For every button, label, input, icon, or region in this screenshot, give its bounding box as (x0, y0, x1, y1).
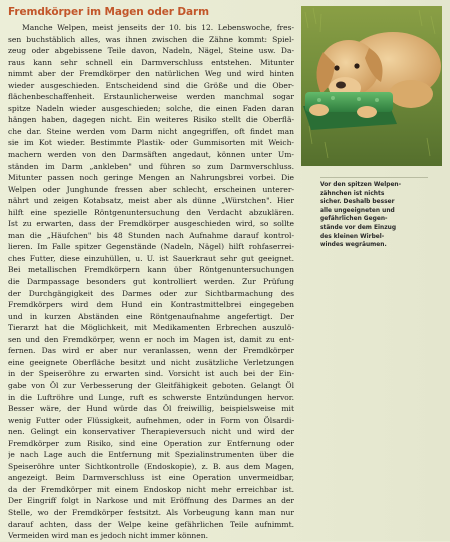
article-line: sen und den Fremdkörper, wenn er noch im Magen ist, damit zu ent- (8, 334, 294, 344)
article-line: angezeigt. Beim Darmverschluss ist eine Operation unvermeidbar, (8, 473, 294, 483)
article-line: fernen. Das wird er aber nur veranlassen, wenn der Fremdkörper (8, 346, 294, 356)
article-line: in der Speiseröhre zu erwarten sind. Vorsicht ist auch bei der Ein- (8, 369, 294, 379)
article-line: zeug oder abgebissene Teile davon, Nadeln, Nägel, Steine usw. Da- (8, 46, 294, 56)
article-line: da der Fremdkörper mit einem Endoskop nicht mehr erreichbar ist. (8, 484, 294, 494)
article-line: wieder ausgeschieden. Entscheidend sind die Größe und die Ober- (8, 80, 294, 90)
article-line: Besser wäre, der Hund würde das Öl freiwillig, beispielsweise mit (8, 404, 294, 414)
article-line: sie im Kot wieder. Bestimmte Plastik- oder Gummisorten mit Weich- (8, 138, 294, 148)
article-line: Stelle, wo der Fremdkörper festsitzt. Als Vorbeugung kann man nur (8, 507, 294, 517)
article-line: nimmt aber der Fremdkörper den natürlichen Weg und wird hinten (8, 69, 294, 79)
article-line: nen. Gelingt ein konservativer Therapieversuch nicht und wird der (8, 427, 294, 437)
photo-caption (320, 181, 428, 250)
article-line: hilft eine spezielle Röntgenuntersuchung den Verdacht abzuklären. (8, 207, 294, 217)
article-line: ständen im Darm „ankleben" und führen so zum Darmverschluss. (8, 161, 294, 171)
caption-line: des kleinen Wirbel- (320, 233, 385, 240)
caption-line: windes wegräumen. (320, 242, 387, 249)
caption-line: alle ungeeigneten und (320, 207, 395, 214)
article-line: in die Luftröhre und Lunge, ruft es schwerste Entzündungen hervor. (8, 392, 294, 402)
article-line: Ist zu erwarten, dass der Fremdkörper ausgeschieden wird, so sollte (8, 219, 294, 229)
caption-divider (320, 177, 428, 178)
article-line: Der Eingriff folgt in Narkose und mit Eröffnung des Darmes an der (8, 496, 294, 506)
article-line: Vermeiden wird man es jedoch nicht immer können. (8, 531, 209, 541)
caption-line: zähnchen ist nichts (320, 190, 385, 197)
article-line: der Durchgängigkeit des Darmes oder zur Sichtbarmachung des (8, 288, 294, 298)
article-line: Speiseröhre unter Sichtkontrolle (Endoskopie), z. B. aus dem Magen, (8, 461, 294, 471)
article-line: flächenbeschaffenheit. Erstaunlicherweise werden manchmal sogar (8, 92, 294, 102)
article-line: darauf achten, dass der Welpe keine gefährlichen Teile aufnimmt. (8, 519, 294, 529)
article-line: Manche Welpen, meist jenseits der 10. bis 12. Lebenswoche, fres- (22, 23, 294, 32)
article-line: lieren. Im Falle spitzer Gegenstände (Nadeln, Nägel) hilft rohfaserrei- (8, 242, 294, 252)
article-line: Fremdkörpers wird dem Hund ein Kontrastmittelbrei eingegeben (8, 300, 294, 310)
article-line: gabe von Öl zur Verbesserung der Gleitfähigkeit geboten. Gelangt Öl (8, 380, 294, 390)
article-line: Bei metallischen Fremdkörpern kann über Röntgenuntersuchungen (8, 265, 294, 275)
article-line: die Darmpassage besonders gut kontrolliert werden. Zur Prüfung (8, 277, 294, 287)
article-line: Fremdkörper zum Risiko, sind eine Operation zur Entfernung oder (8, 438, 294, 448)
article-line: Welpen oder Junghunde fressen aber schlecht, erscheinen unterer- (8, 184, 294, 194)
article-line: man die „Häufchen" bis 48 Stunden nach Aufnahme darauf kontrol- (8, 230, 294, 240)
article-line: raus kann sehr schnell ein Darmverschluss entstehen. Mitunter (8, 57, 294, 67)
article-line: Mitunter passen noch geringe Mengen an Nahrungsbrei vorbei. Die (8, 173, 294, 183)
article-body (8, 22, 294, 542)
article-line: je nach Lage auch die Entfernung mit Spezialinstrumenten über die (8, 450, 294, 460)
article-line: eine geeignete Oberfläche besitzt und nicht zusätzliche Verletzungen (8, 357, 294, 367)
article-line: machern werden von den Darmsäften angedaut, können unter Um- (8, 150, 294, 160)
caption-line: sicher. Deshalb besser (320, 199, 395, 206)
article-line: spitze Nadeln wieder ausgeschieden; solche, die einen Faden daran (8, 103, 294, 113)
article-line: nährt und zeigen Kotabsatz, meist aber als dünne „Würstchen". Hier (8, 196, 294, 206)
article-line: ches Futter, diese einzuhüllen, u. U. ist Sauerkraut sehr gut geeignet. (8, 253, 294, 263)
article-line: und in kurzen Abständen eine Röntgenaufnahme angefertigt. Der (8, 311, 294, 321)
article-line: wenig Futter oder Flüssigkeit, aufnehmen, oder in Form von Ölsardi- (8, 415, 294, 425)
article-line: che dar. Steine werden vom Darm nicht angegriffen, oft findet man (8, 126, 294, 136)
caption-line: Vor den spitzen Welpen- (320, 182, 402, 188)
puppy-photo (301, 6, 442, 166)
article-heading: Fremdkörper im Magen oder Darm (8, 6, 209, 18)
article-line: sen buchstäblich alles, was ihnen zwischen die Zähne kommt: Spiel- (8, 34, 294, 44)
article-line: hängen haben, dagegen nicht. Ein weiteres Risiko stellt die Oberflä- (8, 115, 294, 125)
article-line: Tierarzt hat die Möglichkeit, mit Medikamenten Erbrechen auszulö- (8, 323, 294, 333)
caption-line: gefährlichen Gegen- (320, 216, 388, 223)
caption-line: stände vor dem Einzug (320, 224, 397, 231)
